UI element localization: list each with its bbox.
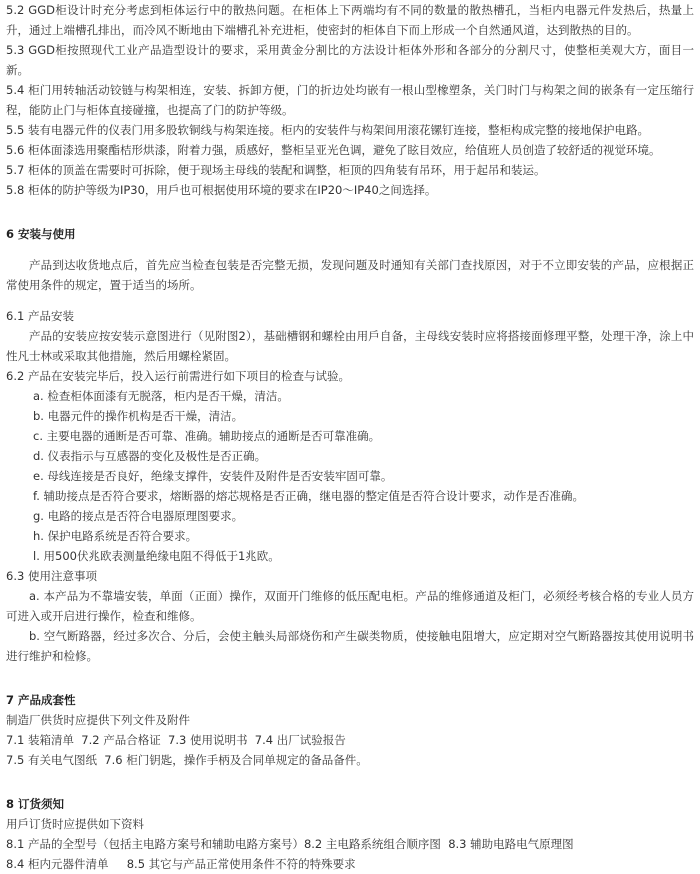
section-7-product-completeness	[6, 690, 694, 770]
check-item: d. 仪表指示与互感器的变化及极性是否正确。	[33, 449, 267, 463]
section-8-line-2: 8.4 柜内元器件清单 8.5 其它与产品正常使用条件不符的特殊要求	[6, 857, 356, 871]
check-item: e. 母线连接是否良好，绝缘支撑件，安装件及附件是否安装牢固可靠。	[33, 469, 393, 483]
check-item: b. 电器元件的操作机构是否干燥，清洁。	[33, 409, 244, 423]
check-item: l. 用500伏兆欧表测量绝缘电阻不得低于1兆欧。	[33, 549, 280, 563]
subsection-6-2-title: 6.2 产品在安装完毕后，投入运行前需进行如下项目的检查与试验。	[6, 369, 350, 383]
usage-note-a: a. 本产品为不靠墙安装，单面（正面）操作，双面开门维修的低压配电柜。产品的维修通道及柜门，必须经考核合格的专业人员方可进入或开启进行操作，检查和维修。	[6, 589, 694, 623]
check-item: f. 辅助接点是否符合要求，熔断器的熔芯规格是否正确，继电器的整定值是否符合设计要求，动作是否准确。	[33, 489, 585, 503]
paragraph-5-3: 5.3 GGD柜按照现代工业产品造型设计的要求，采用黄金分割比的方法设计柜体外形和各部分的分割尺寸，使整柜美观大方，面目一新。	[6, 43, 694, 77]
check-item: h. 保护电路系统是否符合要求。	[33, 529, 198, 543]
check-item: g. 电路的接点是否符合电器原理图要求。	[33, 509, 244, 523]
paragraph-5-6: 5.6 柜体面漆选用聚酯桔形烘漆，附着力强，质感好，整柜呈亚光色调，避免了眩目效应，给值班人员创造了较舒适的视觉环境。	[6, 143, 661, 157]
paragraph-5-2: 5.2 GGD柜设计时充分考虑到柜体运行中的散热问题。在柜体上下两端均有不同的数量的散热槽孔，当柜内电器元件发热后，热量上升，通过上端槽孔排出，而冷风不断地由下端槽孔补充进柜，使密封的柜体自下而上形成一个自然通风道，达到散热的目的。	[6, 3, 694, 37]
subsection-6-3-title: 6.3 使用注意事项	[6, 569, 97, 583]
usage-note-b: b. 空气断路器，经过多次合、分后，会使主触头局部烧伤和产生碳类物质，使接触电阻增大，应定期对空气断路器按其使用说明书进行维护和检修。	[6, 629, 694, 663]
paragraph-5-7: 5.7 柜体的顶盖在需要时可拆除，便于现场主母线的装配和调整，柜顶的四角装有吊环，用于起吊和装运。	[6, 163, 546, 177]
section-6-heading: 6 安装与使用	[6, 227, 76, 241]
section-7-intro: 制造厂供货时应提供下列文件及附件	[6, 713, 190, 727]
section-5-design-features	[6, 0, 694, 200]
section-6-intro: 产品到达收货地点后，首先应当检查包装是否完整无损，发现问题及时通知有关部门查找原因，对于不立即安装的产品，应根据正常使用条件的规定，置于适当的场所。	[6, 258, 694, 292]
paragraph-5-5: 5.5 装有电器元件的仪表门用多股软铜线与构架连接。柜内的安装件与构架间用滚花镙钉连接，整柜构成完整的接地保护电路。	[6, 123, 649, 137]
section-8-line-1: 8.1 产品的全型号（包括主电路方案号和辅助电路方案号）8.2 主电路系统组合顺序图 8.3 辅助电路电气原理图	[6, 837, 574, 851]
section-8-intro: 用戶订货时应提供如下资料	[6, 817, 144, 831]
subsection-6-1-body: 产品的安装应按安装示意图进行（见附图2），基础槽钢和螺栓由用戶自备，主母线安装时应将搭接面修理平整，处理干净，涂上中性凡士林或采取其他措施，然后用螺栓紧固。	[6, 329, 694, 363]
section-6-installation-and-use	[6, 224, 694, 666]
section-8-heading: 8 订货须知	[6, 797, 65, 811]
section-7-line-1: 7.1 装箱清单 7.2 产品合格证 7.3 使用说明书 7.4 出厂试验报告	[6, 733, 346, 747]
paragraph-5-4: 5.4 柜门用转轴活动铰链与构架相连，安装、拆卸方便，门的折边处均嵌有一根山型橡塑条，关门时门与构架之间的嵌条有一定压缩行程，能防止门与柜体直接碰撞，也提高了门的防护等级。	[6, 83, 694, 117]
check-item: c. 主要电器的通断是否可靠、准确。辅助接点的通断是否可靠准确。	[33, 429, 381, 443]
section-7-line-2: 7.5 有关电气图纸 7.6 柜门钥匙，操作手柄及合同单规定的备品备件。	[6, 753, 368, 767]
check-item: a. 检查柜体面漆有无脱落，柜内是否干燥，清洁。	[33, 389, 289, 403]
paragraph-5-8: 5.8 柜体的防护等级为IP30，用戶也可根据使用环境的要求在IP20～IP40之间选择。	[6, 183, 437, 197]
subsection-6-1-title: 6.1 产品安装	[6, 309, 74, 323]
section-8-ordering-notes	[6, 794, 694, 874]
section-7-heading: 7 产品成套性	[6, 693, 76, 707]
